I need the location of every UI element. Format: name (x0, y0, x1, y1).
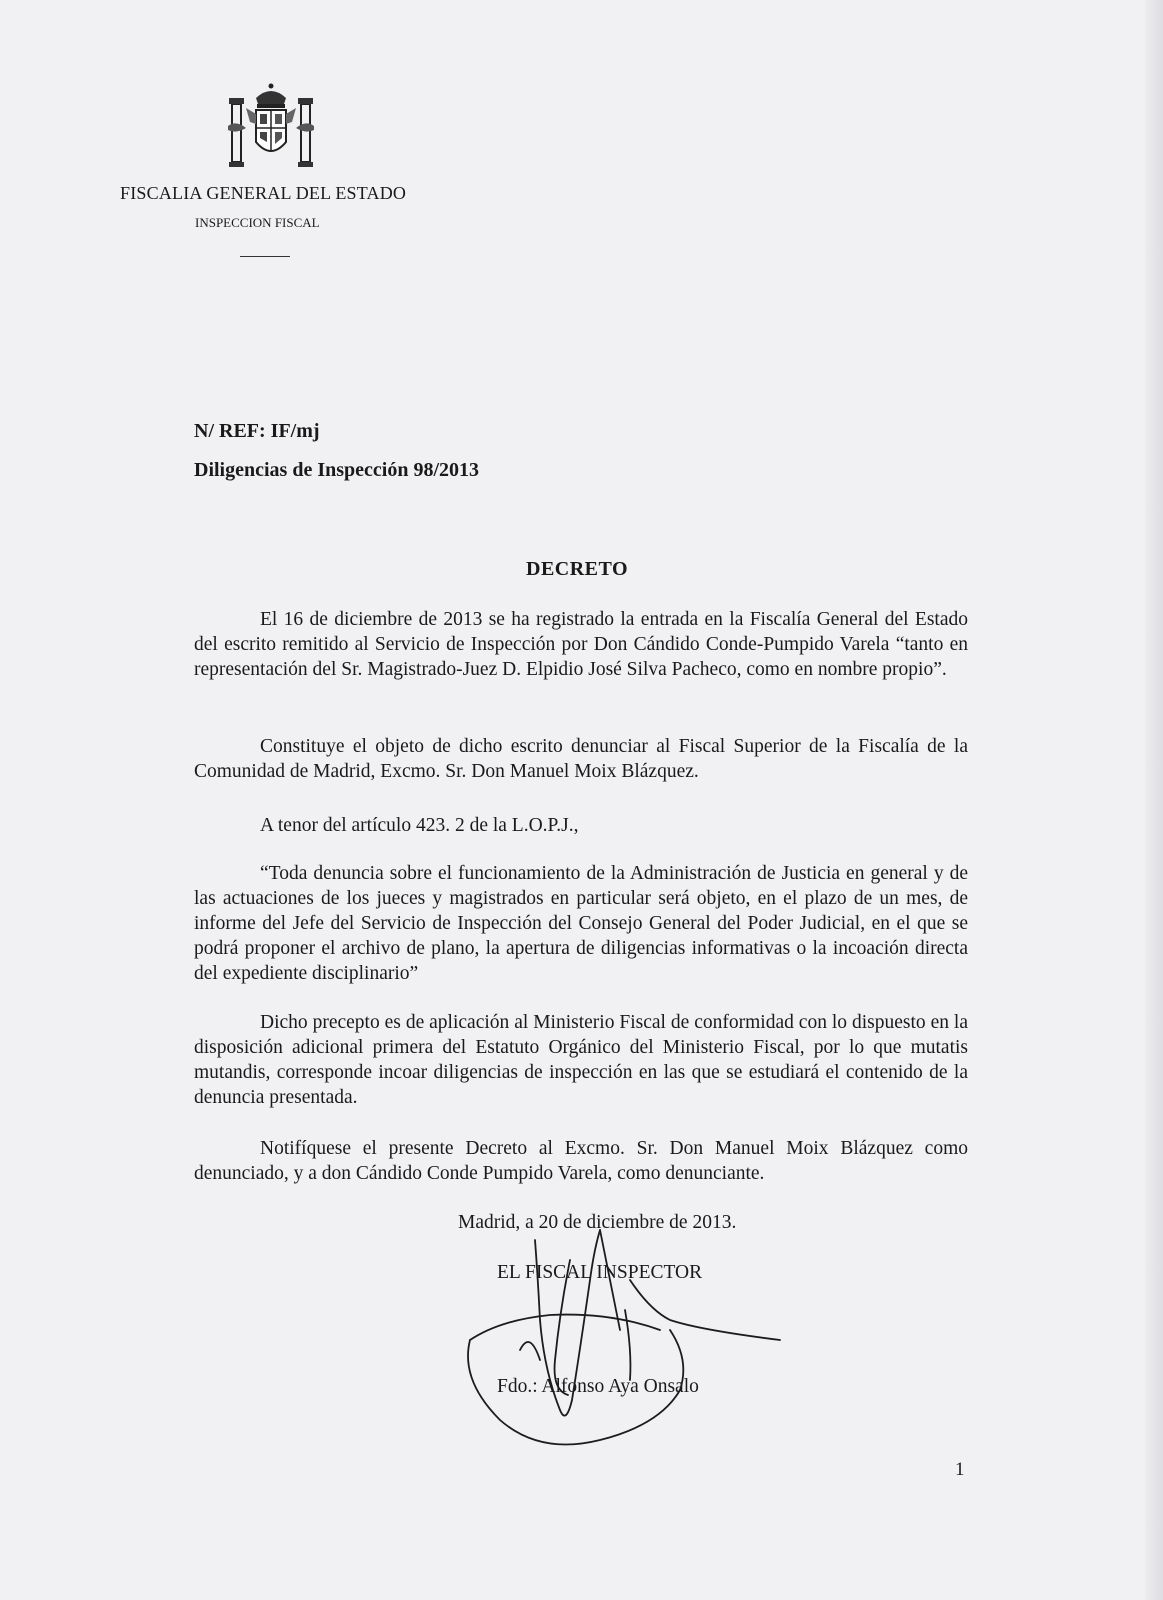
page-edge-shadow (1145, 0, 1163, 1600)
paragraph-text: A tenor del artículo 423. 2 de la L.O.P.J., (260, 815, 579, 836)
reference-line: N/ REF: IF/mj (194, 420, 320, 442)
signer-name: Fdo.: Alfonso Aya Onsalo (497, 1376, 699, 1397)
signature-icon (460, 1220, 810, 1450)
paragraph-text: “Toda denuncia sobre el funcionamiento de la Administración de Justicia en general y de las actuaciones de los jueces y magistrados en particular será objeto, en el plazo de un mes, de informe del Jefe del Servicio de Inspección del Consejo General del Poder Judicial, en el que se podrá proponer el archivo de plano, la apertura de diligencias informativas o la incoación directa del expediente disciplinario” (194, 863, 968, 984)
paragraph-3 (194, 813, 968, 838)
page-number: 1 (955, 1459, 965, 1480)
paragraph-2 (194, 734, 968, 784)
header-divider (240, 256, 290, 257)
quoted-article (194, 861, 968, 986)
organization-name: FISCALIA GENERAL DEL ESTADO (120, 183, 407, 203)
paragraph-1 (194, 607, 968, 682)
paragraph-5 (194, 1010, 968, 1110)
document-title: DECRETO (526, 558, 629, 580)
paragraph-text: Dicho precepto es de aplicación al Ministerio Fiscal de conformidad con lo dispuesto en la disposición adicional primera del Estatuto Orgánico del Ministerio Fiscal, por lo que mutatis mutandis, corresponde incoar diligencias de inspección en las que se estudiará el contenido de la denuncia presentada. (194, 1012, 968, 1108)
signer-title: EL FISCAL INSPECTOR (497, 1262, 703, 1283)
proceedings-line: Diligencias de Inspección 98/2013 (194, 459, 480, 481)
coat-of-arms-icon (226, 80, 316, 170)
place-and-date: Madrid, a 20 de diciembre de 2013. (458, 1212, 737, 1233)
paragraph-text: Notifíquese el presente Decreto al Excmo. Sr. Don Manuel Moix Blázquez como denunciado, y a don Cándido Conde Pumpido Varela, como denunciante. (194, 1138, 968, 1184)
department-name: INSPECCION FISCAL (195, 215, 320, 230)
paragraph-text: El 16 de diciembre de 2013 se ha registrado la entrada en la Fiscalía General del Estado del escrito remitido al Servicio de Inspección por Don Cándido Conde-Pumpido Varela “tanto en representación del Sr. Magistrado-Juez D. Elpidio José Silva Pacheco, como en nombre propio”. (194, 609, 968, 680)
paragraph-6 (194, 1136, 968, 1186)
paragraph-text: Constituye el objeto de dicho escrito denunciar al Fiscal Superior de la Fiscalía de la Comunidad de Madrid, Excmo. Sr. Don Manuel Moix Blázquez. (194, 736, 968, 782)
